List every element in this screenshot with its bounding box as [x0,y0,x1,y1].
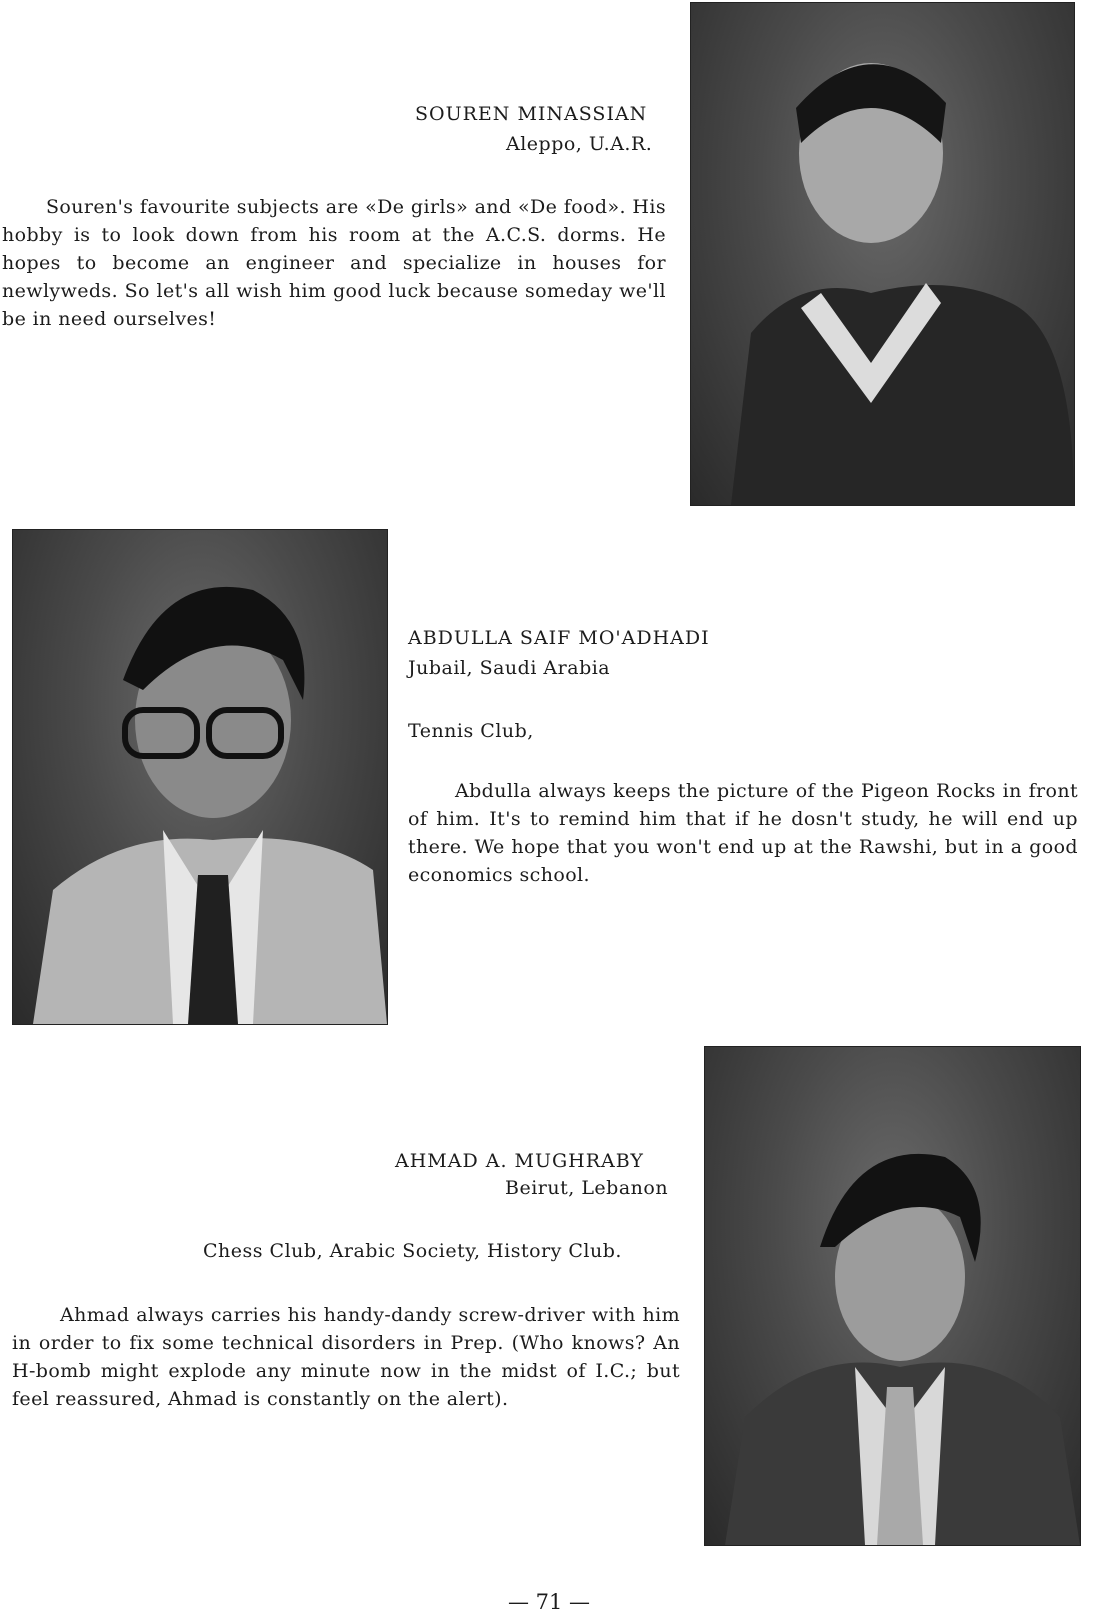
student-hometown: Jubail, Saudi Arabia [408,657,611,679]
portrait-figure [13,530,387,1024]
student-name: SOUREN MINASSIAN [415,103,648,125]
portrait-photo-souren [690,2,1075,506]
portrait-figure [705,1047,1080,1545]
student-write-up: Ahmad always carries his handy-dandy screw-driver with him in order to fix some technical disorders in Prep. (Who knows? An H-bomb might explode any minute now in the midst of I.C.; but feel reassured, Ahmad is constantly on the alert). [12,1304,680,1410]
portrait-photo-abdulla [12,529,388,1025]
student-write-up: Abdulla always keeps the picture of the Pigeon Rocks in front of him. It's to remind him that if he dosn't study, he will end up there. We hope that you won't end up at the Rawshi, but in a good economics school. [408,780,1078,886]
student-hometown: Beirut, Lebanon [505,1177,669,1199]
student-activities: Chess Club, Arabic Society, History Club. [203,1240,622,1262]
page-number: — 71 — [507,1590,591,1614]
student-write-up: Souren's favourite subjects are «De girls» and «De food». His hobby is to look down from his room at the A.C.S. dorms. He hopes to become an engineer and specialize in houses for newlyweds. So let's all wish him good luck because someday we'll be in need ourselves! [2,196,666,330]
student-hometown: Aleppo, U.A.R. [506,133,653,155]
portrait-figure [691,3,1074,505]
student-name: ABDULLA SAIF MO'ADHADI [408,627,710,649]
portrait-photo-ahmad [704,1046,1081,1546]
student-activities: Tennis Club, [408,720,534,742]
student-name: AHMAD A. MUGHRABY [395,1150,644,1172]
